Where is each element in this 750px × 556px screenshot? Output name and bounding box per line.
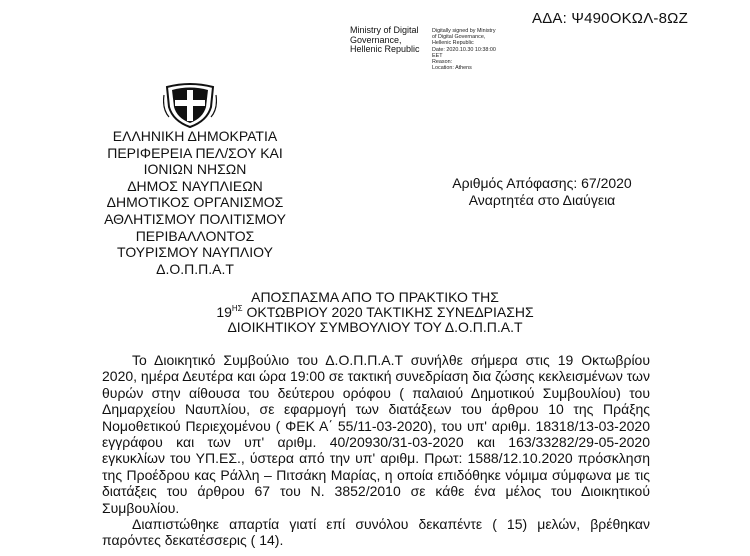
decision-number: Αριθμός Απόφασης: 67/2020 <box>452 175 632 191</box>
digital-signature-details <box>432 28 496 71</box>
ada-code: ΑΔΑ: Ψ490ΟΚΩΛ-8ΩΖ <box>532 10 688 27</box>
posting-note: Αναρτητέα στο Διαύγεια <box>468 191 616 208</box>
meeting-date-line <box>150 305 600 320</box>
signature-line: Hellenic Republic <box>432 40 474 47</box>
meeting-date-rest: ΟΚΤΩΒΡΙΟΥ 2020 ΤΑΚΤΙΚΗΣ ΣΥΝΕΔΡΙΑΣΗΣ <box>242 304 534 321</box>
signature-line: Location: Athens <box>432 65 472 72</box>
issuer-line: ΑΘΛΗΤΙΣΜΟΥ ΠΟΛΙΤΙΣΜΟΥ <box>104 210 286 227</box>
signer-line: Governance, <box>350 34 402 45</box>
signature-line: Date: 2020.10.30 10:38:00 <box>432 46 496 53</box>
signer-line: Ministry of Digital <box>350 25 419 35</box>
signer-line: Hellenic Republic <box>350 44 420 55</box>
issuer-line: ΔΗΜΟΤΙΚΟΣ ΟΡΓΑΝΙΣΜΟΣ <box>106 194 284 211</box>
document-body <box>102 352 650 549</box>
ordinal-suffix: ΗΣ <box>231 304 243 314</box>
signature-line: of Digital Governance, <box>432 34 486 41</box>
signature-line: Reason: <box>432 59 453 66</box>
meeting-day: 19 <box>216 304 232 321</box>
signature-line: EET <box>432 52 443 59</box>
issuer-line: ΠΕΡΙΦΕΡΕΙΑ ΠΕΛ/ΣΟΥ ΚΑΙ <box>107 144 283 161</box>
board-name: ΔΙΟΙΚΗΤΙΚΟΥ ΣΥΜΒΟΥΛΙΟΥ ΤΟΥ Δ.Ο.Π.Π.Α.Τ <box>227 319 523 336</box>
issuer-line: ΤΟΥΡΙΣΜΟΥ ΝΑΥΠΛΙΟΥ <box>117 244 273 261</box>
greek-coat-of-arms-icon <box>163 81 217 128</box>
issuer-line: ΕΛΛΗΝΙΚΗ ΔΗΜΟΚΡΑΤΙΑ <box>112 128 278 144</box>
digital-signer <box>350 26 420 55</box>
issuer-line: ΠΕΡΙΒΑΛΛΟΝΤΟΣ <box>135 227 255 244</box>
body-paragraph: Το Διοικητικό Συμβούλιο του Δ.Ο.Π.Π.Α.Τ συνήλθε σήμερα στις 19 Οκτωβρίου 2020, ημέρα Δευτέρα και ώρα 19:00 σε τακτική συνεδρίαση δια ζώσης κεκλεισμένων των θυρών στην αίθουσα του δεύτερου ορόφου ( παλαιού Δημοτικού Συμβουλίου) του Δημαρχείου Ναυπλίου, σε εφαρμογή των διατάξεων του άρθρου 10 της Πράξης Νομοθετικού Περιεχομένου ( ΦΕΚ Α΄ 55/11-03-2020), του υπ' αριθμ. 18318/13-03-2020 εγγράφου και των υπ' αριθμ. 40/20930/31-03-2020 και 163/33282/29-05-2020 εγκυκλίων του ΥΠ.ΕΣ., ύστερα από την υπ' αριθμ. Πρωτ: 1588/12.10.2020 πρόσκληση της Προέδρου κας Ράλλη – Πιτσάκη Μαρίας, η οποία επιδόθηκε νόμιμα σύμφωνα με τις διατάξεις του άρθρου 67 του Ν. 3852/2010 σε κάθε ένα μέλος του Διοικητικού Συμβουλίου. <box>102 352 650 516</box>
issuer-line: ΔΗΜΟΣ ΝΑΥΠΛΙΕΩΝ <box>127 177 263 194</box>
issuer-line: Δ.Ο.Π.Π.Α.Τ <box>156 260 234 277</box>
issuer-line: ΙΟΝΙΩΝ ΝΗΣΩΝ <box>143 161 247 178</box>
excerpt-title: ΑΠΟΣΠΑΣΜΑ ΑΠΟ ΤΟ ΠΡΑΚΤΙΚΟ ΤΗΣ <box>251 289 499 305</box>
issuer-block <box>80 128 310 277</box>
decision-info <box>452 175 632 208</box>
excerpt-heading <box>150 290 600 336</box>
body-paragraph: Διαπιστώθηκε απαρτία γιατί επί συνόλου δεκαπέντε ( 15) μελών, βρέθηκαν παρόντες δεκατέσσερις ( 14). <box>102 516 650 549</box>
signature-line: Digitally signed by Ministry <box>432 28 496 34</box>
